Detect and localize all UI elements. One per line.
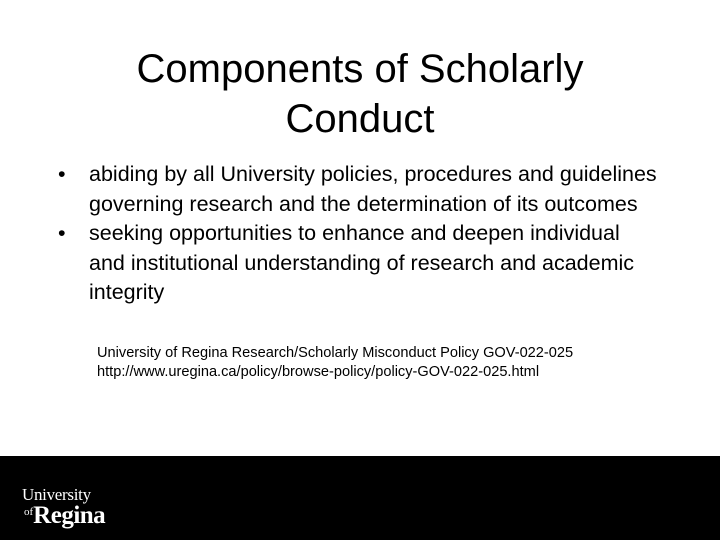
bullet-text: seeking opportunities to enhance and deepen individual and institutional understanding of research and academic integrity (89, 221, 635, 304)
logo-university-text: University (22, 485, 91, 504)
university-logo (22, 486, 105, 529)
bullet-marker: • (58, 221, 66, 245)
bullet-list (58, 160, 658, 308)
bullet-item (58, 219, 658, 308)
bullet-text: abiding by all University policies, procedures and guidelines governing research and the determination of its outcomes (89, 162, 657, 216)
logo-of-text: of (24, 506, 34, 518)
citation-policy-title: University of Regina Research/Scholarly Misconduct Policy GOV-022-025 (97, 345, 574, 361)
logo-regina-text: Regina (33, 502, 106, 529)
citation-url: http://www.uregina.ca/policy/browse-policy/policy-GOV-022-025.html (97, 364, 540, 380)
bullet-item (58, 160, 658, 219)
footer-band (0, 456, 720, 540)
bullet-marker: • (58, 162, 66, 186)
citation (97, 344, 697, 382)
slide-title: Components of Scholarly Conduct (136, 47, 584, 141)
